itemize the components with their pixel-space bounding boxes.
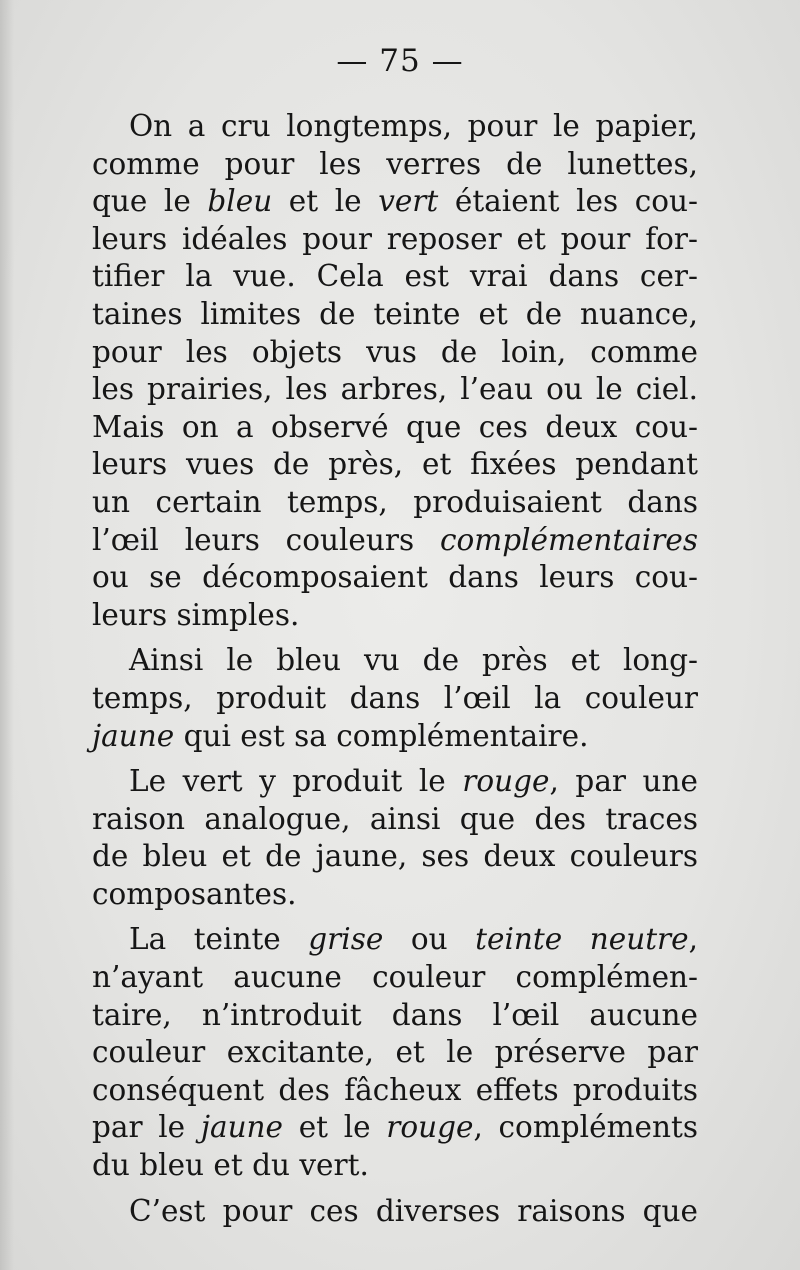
text-run: étaient les cou- [438, 184, 698, 219]
text-line [92, 597, 698, 635]
text-run: un certain temps, produisaient dans [92, 484, 698, 519]
italic-text: teinte neutre [475, 922, 689, 957]
text-run: et le [283, 1110, 387, 1145]
text-run: couleur excitante, et le préserve par [92, 1035, 698, 1070]
text-line [92, 559, 698, 597]
body-text [92, 108, 698, 1230]
text-line [92, 221, 698, 259]
text-run: taines limites de teinte et de nuance, [92, 296, 698, 331]
text-run: que le [92, 184, 208, 219]
text-run: taire, n’introduit dans l’œil aucune [92, 997, 698, 1032]
text-run: par le [92, 1110, 201, 1145]
italic-text: bleu [207, 184, 273, 219]
text-line [92, 997, 698, 1035]
text-line [92, 334, 698, 372]
text-line [92, 1193, 698, 1231]
text-run: leurs vues de près, et fixées pendant [92, 447, 698, 482]
text-line [92, 921, 698, 959]
page-edge-shadow [0, 0, 14, 1270]
text-run: Le vert y produit le [129, 764, 463, 799]
text-run: C’est pour ces diverses raisons que [129, 1193, 698, 1228]
italic-text: vert [378, 184, 439, 219]
text-run: On a cru longtemps, pour le papier, [129, 109, 698, 143]
text-line [92, 642, 698, 680]
italic-text: rouge [462, 764, 550, 799]
text-line [92, 1109, 698, 1147]
text-run: , compléments [473, 1110, 698, 1145]
text-line [92, 522, 698, 560]
text-run: de bleu et de jaune, ses deux couleurs [92, 839, 698, 874]
page-number: — 75 — [336, 43, 464, 79]
text-line [92, 1147, 698, 1185]
text-run: du bleu et du vert. [92, 1148, 369, 1183]
text-line [92, 959, 698, 997]
italic-text: jaune [92, 718, 175, 753]
text-run: Mais on a observé que ces deux cou- [92, 409, 698, 444]
italic-text: jaune [200, 1110, 284, 1145]
text-run: n’ayant aucune couleur complémen- [92, 960, 698, 995]
text-run: composantes. [92, 876, 297, 911]
text-run: et le [272, 184, 379, 219]
text-line [92, 371, 698, 409]
text-run: raison analogue, ainsi que des traces [92, 801, 698, 836]
text-run: les prairies, les arbres, l’eau ou le ciel. [92, 372, 698, 407]
text-line [92, 108, 698, 146]
text-line [92, 446, 698, 484]
text-run: leurs idéales pour reposer et pour for- [92, 221, 698, 256]
text-run: temps, produit dans l’œil la couleur [92, 680, 698, 715]
text-line [92, 1034, 698, 1072]
text-run: qui est sa complémentaire. [174, 718, 589, 753]
text-run: Ainsi le bleu vu de près et long- [129, 643, 698, 678]
italic-text: complémentaires [439, 522, 698, 557]
text-run: comme pour les verres de lunettes, [92, 146, 698, 181]
text-run: pour les objets vus de loin, comme [92, 334, 698, 369]
text-line [92, 258, 698, 296]
text-line [92, 183, 698, 221]
text-run: l’œil leurs couleurs [92, 522, 440, 557]
text-run: leurs simples. [92, 597, 300, 632]
text-line [92, 409, 698, 447]
text-run: , [688, 922, 699, 957]
text-run: , par une [549, 764, 698, 799]
text-line [92, 484, 698, 522]
text-line [92, 876, 698, 914]
italic-text: rouge [386, 1110, 474, 1145]
text-line [92, 146, 698, 184]
text-run: La teinte [129, 922, 309, 957]
text-line [92, 680, 698, 718]
text-run: conséquent des fâcheux effets produits [92, 1072, 698, 1107]
text-line [92, 718, 698, 756]
text-line [92, 763, 698, 801]
text-run: tifier la vue. Cela est vrai dans cer- [92, 259, 698, 294]
text-line [92, 296, 698, 334]
text-line [92, 1072, 698, 1110]
text-line [92, 801, 698, 839]
text-run: ou se décomposaient dans leurs cou- [92, 560, 698, 595]
text-line [92, 838, 698, 876]
italic-text: grise [308, 922, 384, 957]
text-run: ou [383, 922, 476, 957]
